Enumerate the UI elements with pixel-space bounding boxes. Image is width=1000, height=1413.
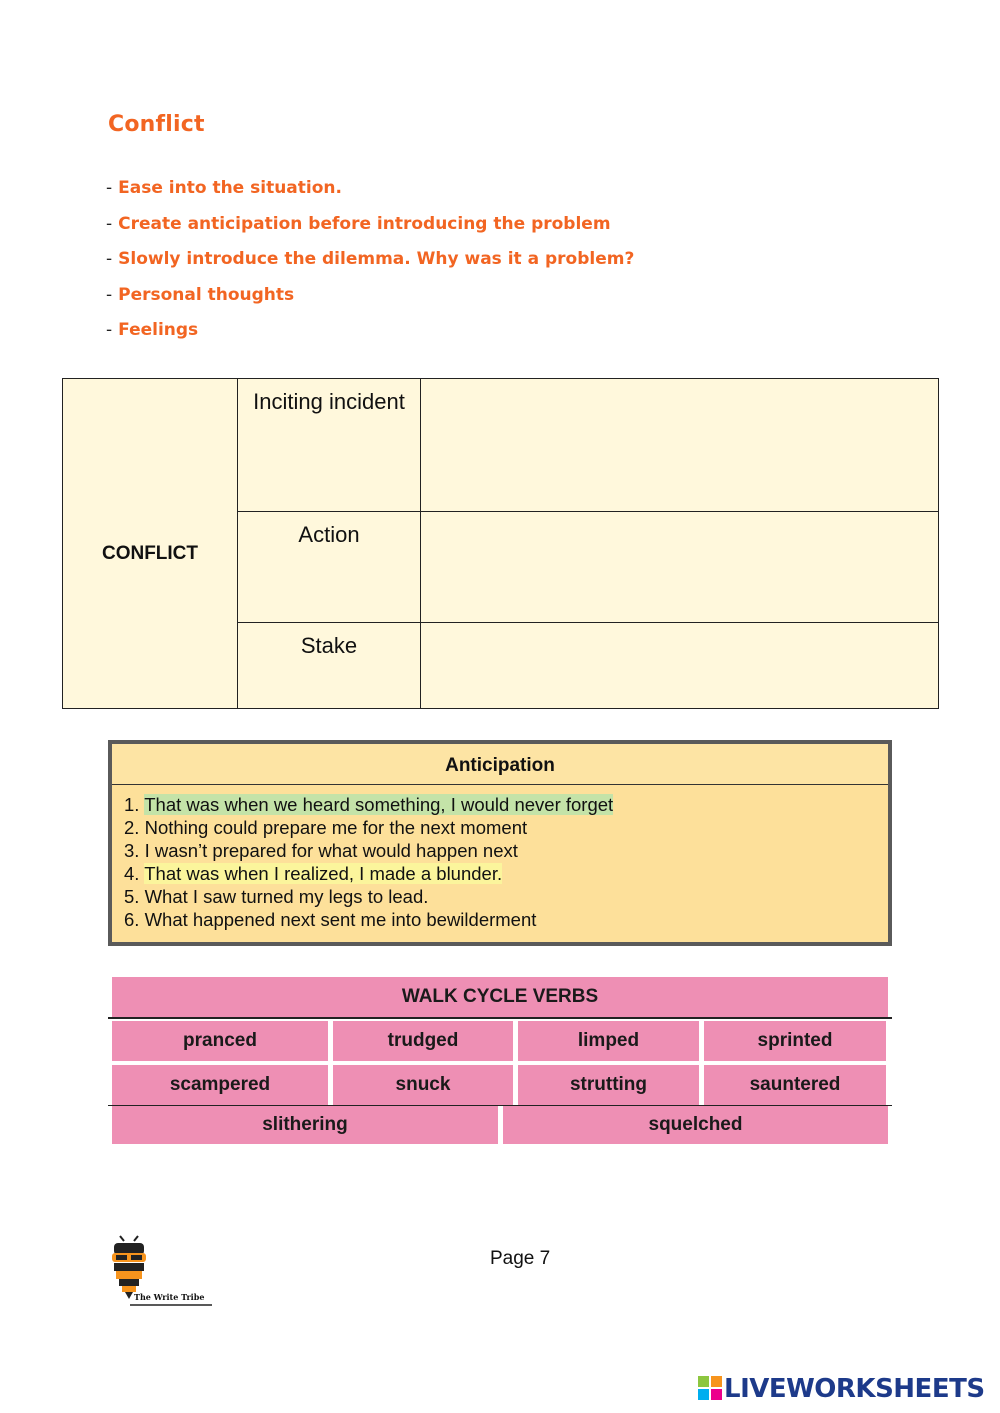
list-item: - Create anticipation before introducing the problem xyxy=(106,213,611,234)
list-item: 5. What I saw turned my legs to lead. xyxy=(124,886,429,907)
stake-label: Stake xyxy=(238,622,421,708)
verb-cell: limped xyxy=(518,1021,699,1061)
verb-cell: slithering xyxy=(112,1106,498,1144)
verb-cell: pranced xyxy=(112,1021,328,1061)
action-answer[interactable] xyxy=(421,512,939,622)
anticipation-list xyxy=(112,793,888,931)
highlighted-text: That was when we heard something, I would never forget xyxy=(144,794,614,815)
write-tribe-logo xyxy=(108,1235,218,1307)
verb-cell: squelched xyxy=(503,1106,888,1144)
anticipation-title: Anticipation xyxy=(112,744,888,785)
verb-cell: trudged xyxy=(333,1021,513,1061)
liveworksheets-icon xyxy=(698,1376,722,1400)
inciting-incident-label: Inciting incident xyxy=(238,379,421,512)
list-item: - Personal thoughts xyxy=(106,284,295,305)
list-item: - Feelings xyxy=(106,320,199,340)
highlighted-text: That was when I realized, I made a blunder. xyxy=(144,863,503,884)
conflict-table xyxy=(62,378,939,709)
page-number: Page 7 xyxy=(490,1248,551,1269)
verb-cell: sauntered xyxy=(704,1065,886,1105)
guideline-list xyxy=(106,178,634,356)
list-item: 6. What happened next sent me into bewilderment xyxy=(124,909,537,930)
list-item: 1. That was when we heard something, I would never forget xyxy=(124,794,614,815)
liveworksheets-brand[interactable]: LIVEWORKSHEETS xyxy=(698,1374,985,1404)
divider xyxy=(108,1017,892,1019)
list-item: 4. That was when I realized, I made a blunder. xyxy=(124,863,503,884)
inciting-incident-answer[interactable] xyxy=(421,379,939,512)
verbs-title: WALK CYCLE VERBS xyxy=(112,977,888,1017)
stake-answer[interactable] xyxy=(421,622,939,708)
verb-cell: sprinted xyxy=(704,1021,886,1061)
action-label: Action xyxy=(238,512,421,622)
verbs-row xyxy=(108,1065,892,1105)
walk-cycle-verbs-table xyxy=(108,977,892,1144)
verbs-row xyxy=(108,1106,892,1144)
verb-cell: strutting xyxy=(518,1065,699,1105)
list-item: 3. I wasn’t prepared for what would happen next xyxy=(124,840,518,861)
list-item: - Slowly introduce the dilemma. Why was it a problem? xyxy=(106,249,635,269)
list-item: - Ease into the situation. xyxy=(106,178,342,198)
section-title: Conflict xyxy=(108,112,205,137)
verb-cell: scampered xyxy=(112,1065,328,1105)
verbs-row xyxy=(108,1021,892,1061)
list-item: 2. Nothing could prepare me for the next moment xyxy=(124,817,528,838)
logo-text: The Write Tribe xyxy=(134,1292,205,1302)
conflict-row-header: CONFLICT xyxy=(63,379,238,709)
anticipation-box xyxy=(108,740,892,946)
verb-cell: snuck xyxy=(333,1065,513,1105)
